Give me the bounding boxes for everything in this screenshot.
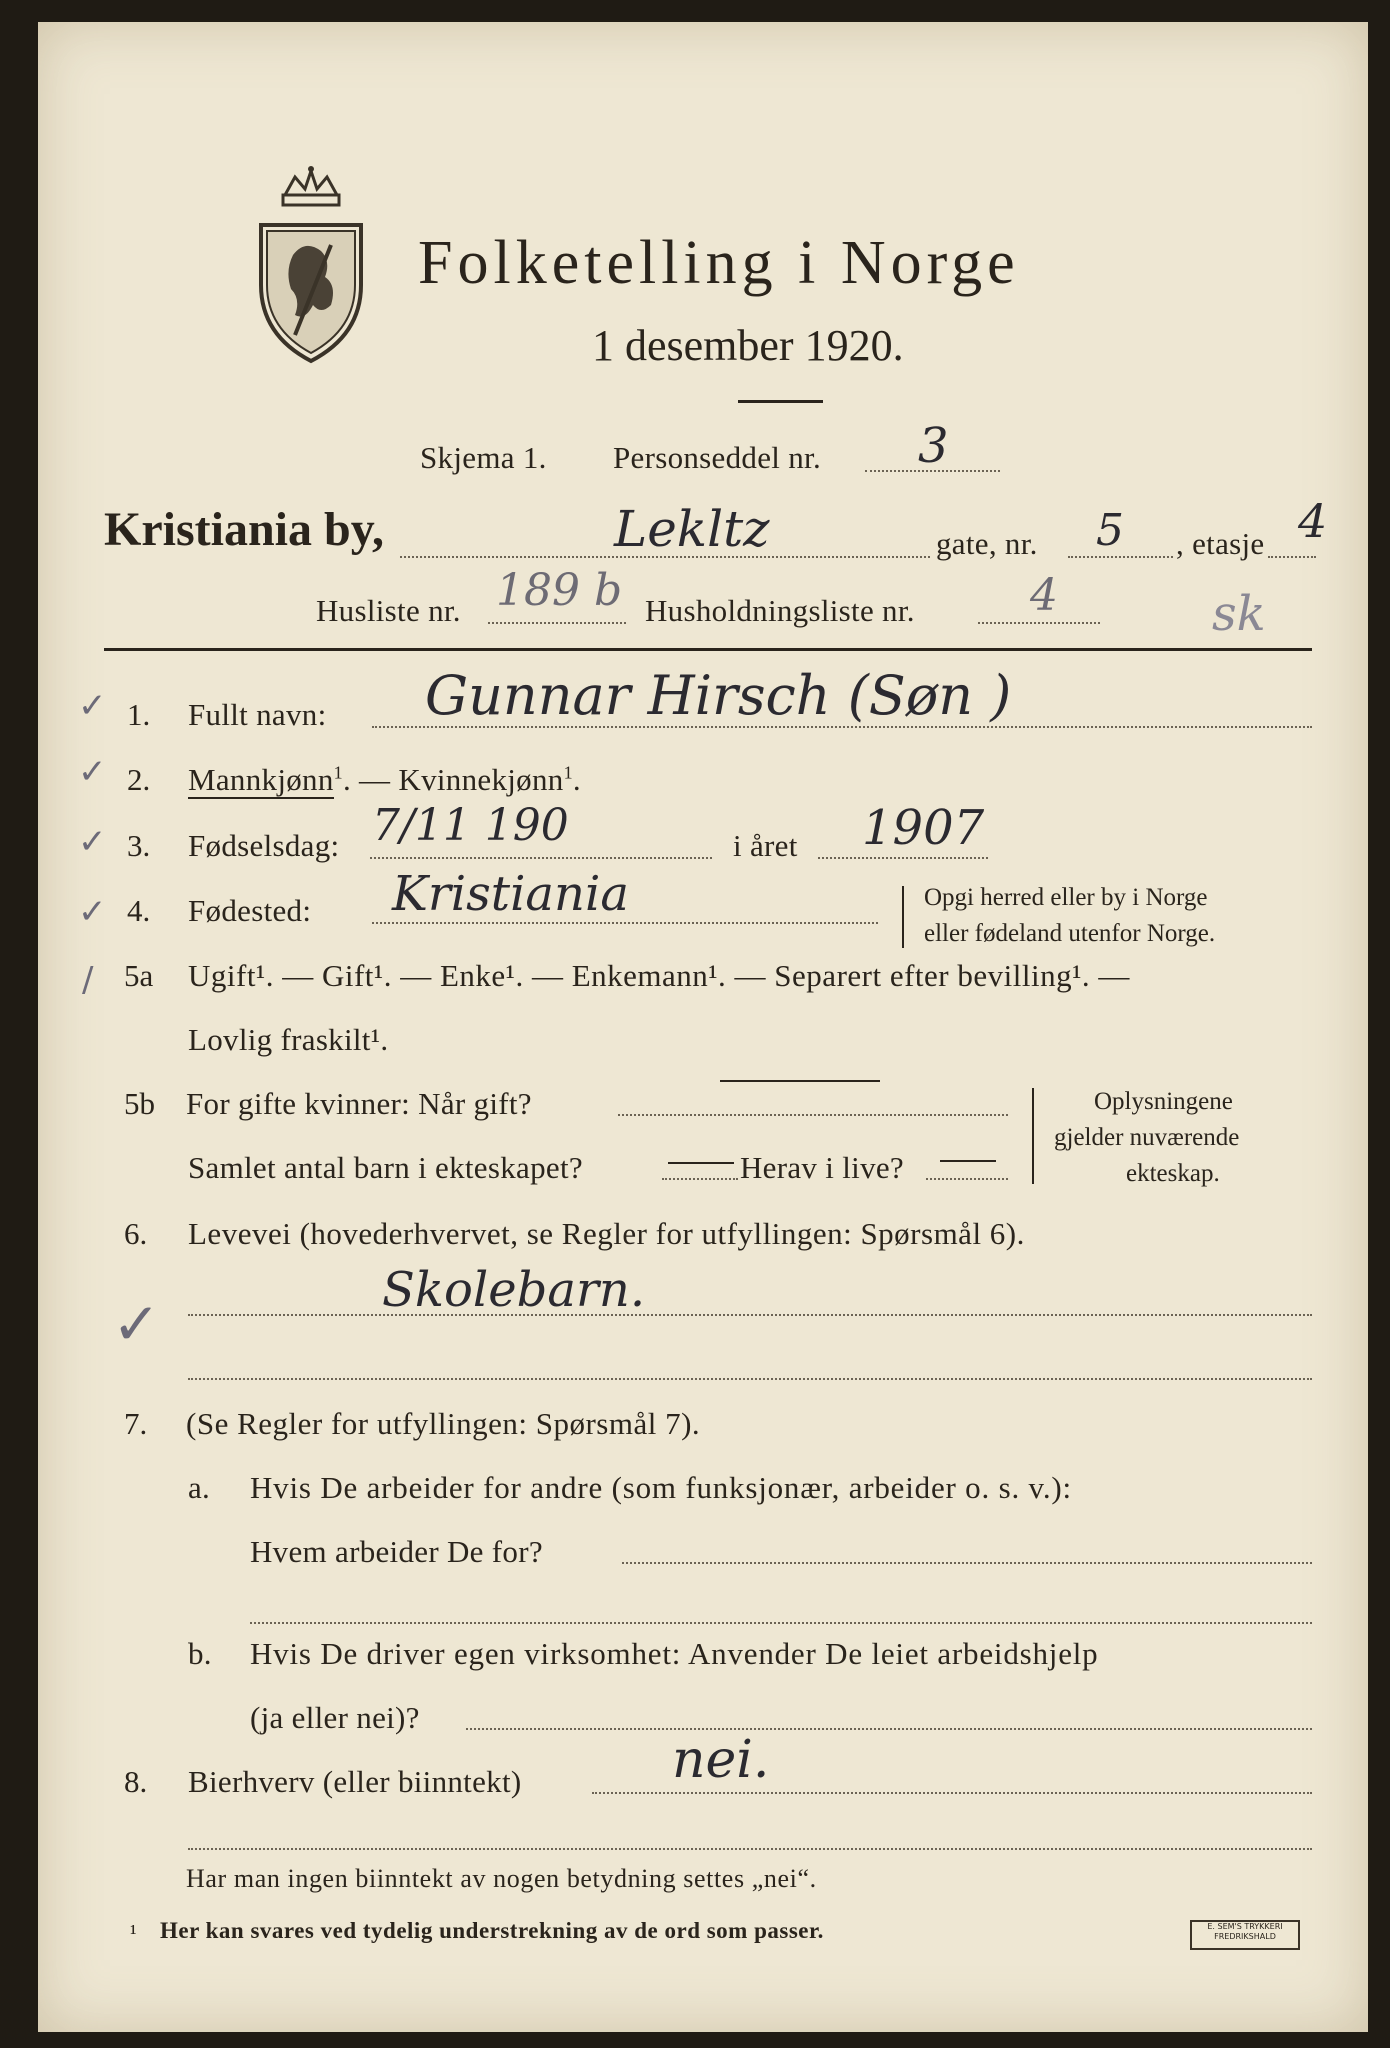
checkmark-icon: /	[82, 960, 94, 1000]
q8-line2	[188, 1848, 1312, 1850]
etasje-line	[1268, 556, 1316, 558]
q5b-married-when-dash[interactable]	[720, 1080, 880, 1082]
q7a-answer-line1[interactable]	[622, 1562, 1312, 1564]
street-value[interactable]: Lekltz	[614, 500, 770, 558]
q2-number: 2.	[127, 762, 151, 797]
q4-note-line1: Opgi herred eller by i Norge	[924, 884, 1208, 911]
birthplace-value[interactable]: Kristiania	[392, 866, 629, 922]
gender-female-option[interactable]: Kvinnekjønn	[398, 762, 564, 797]
q3-number: 3.	[127, 828, 151, 863]
gate-nr-line	[1068, 556, 1173, 558]
q6-line1	[188, 1314, 1312, 1316]
gender-male-option[interactable]: Mannkjønn	[188, 762, 334, 797]
q4-line	[372, 922, 878, 924]
q7a-line1: Hvis De arbeider for andre (som funksjonær, arbeider o. s. v.):	[250, 1470, 1072, 1505]
q8-line	[592, 1792, 1312, 1794]
husliste-line	[488, 622, 626, 624]
q7b-line1: Hvis De driver egen virksomhet: Anvender De leiet arbeidshjelp	[250, 1636, 1099, 1671]
q7-label: (Se Regler for utfyllingen: Spørsmål 7).	[186, 1406, 701, 1441]
q7b-line2: (ja eller nei)?	[250, 1700, 420, 1735]
q5b-children-label: Samlet antal barn i ekteskapet?	[188, 1150, 583, 1185]
footnote: Her kan svares ved tydelig understrekning av de ord som passer.	[160, 1918, 824, 1943]
q3-label: Fødselsdag:	[188, 828, 340, 863]
q2-options: Mannkjønn$^1$. — Kvinnekjønn$^1$.	[188, 762, 581, 797]
q7-number: 7.	[124, 1406, 148, 1441]
birthdate-value[interactable]: 7/11 190	[372, 800, 569, 851]
q5a-number: 5a	[124, 958, 154, 993]
husholdningsliste-label: Husholdningsliste nr.	[645, 593, 915, 628]
gate-label: gate, nr.	[936, 526, 1038, 561]
q5b-alive-label: Herav i live?	[740, 1150, 904, 1185]
q5b-married-when-label: For gifte kvinner: Når gift?	[186, 1086, 532, 1121]
q5b-note-brace	[1032, 1088, 1034, 1184]
printer-stamp: E. SEM'S TRYKKERI FREDRIKSHALD	[1190, 1920, 1300, 1950]
q8-number: 8.	[124, 1764, 148, 1799]
etasje-value[interactable]: 4	[1298, 494, 1328, 548]
coat-of-arms-icon	[255, 165, 367, 365]
husholdningsliste-line	[978, 622, 1100, 624]
q1-label: Fullt navn:	[188, 697, 327, 732]
secondary-income-value[interactable]: nei.	[672, 1730, 770, 1790]
title-divider	[738, 400, 823, 403]
q8-label: Bierhverv (eller biinntekt)	[188, 1764, 522, 1799]
q5b-married-when-line	[618, 1114, 1008, 1116]
census-date: 1 desember 1920.	[592, 321, 904, 370]
footer-note: Har man ingen biinntekt av nogen betydning settes „nei“.	[186, 1864, 817, 1893]
q1-number: 1.	[127, 697, 151, 732]
header-rule	[104, 648, 1312, 651]
gate-nr-value[interactable]: 5	[1096, 505, 1124, 556]
q5b-alive-dash[interactable]	[940, 1160, 996, 1162]
q5b-note-line1: Oplysningene	[1094, 1088, 1233, 1115]
footnote-mark: ¹	[130, 1920, 137, 1945]
q4-number: 4.	[127, 893, 151, 928]
q5b-number: 5b	[124, 1086, 155, 1121]
q5a-options: Ugift¹. — Gift¹. — Enke¹. — Enkemann¹. — Separert efter bevilling¹. —	[188, 958, 1130, 993]
q4-note-brace	[902, 886, 904, 948]
checkmark-icon: ✓	[78, 686, 107, 726]
q7a-letter: a.	[188, 1470, 211, 1505]
checkmark-icon: ✓	[78, 752, 107, 792]
q6-line2	[188, 1378, 1312, 1380]
q4-note-line2: eller fødeland utenfor Norge.	[924, 920, 1216, 947]
q5b-note-line2: gjelder nuværende	[1054, 1124, 1240, 1151]
q5b-note-line3: ekteskap.	[1126, 1160, 1220, 1187]
city-label: Kristiania by,	[104, 503, 385, 556]
q7b-answer-line[interactable]	[466, 1728, 1312, 1730]
husholdningsliste-value[interactable]: 4	[1030, 570, 1058, 621]
q6-label: Levevei (hovederhvervet, se Regler for utfyllingen: Spørsmål 6).	[188, 1216, 1025, 1251]
q7a-line2: Hvem arbeider De for?	[250, 1534, 543, 1569]
q3-year-line	[818, 857, 988, 859]
q3-year-label: i året	[733, 828, 798, 863]
q7a-answer-line2[interactable]	[250, 1622, 1312, 1624]
occupation-value[interactable]: Skolebarn.	[382, 1262, 646, 1318]
margin-mark: sk	[1212, 586, 1266, 642]
schema-label: Skjema 1.	[420, 440, 547, 475]
q5b-children-line	[662, 1178, 738, 1180]
etasje-label: , etasje	[1176, 526, 1265, 561]
full-name-value[interactable]: Gunnar Hirsch (Søn )	[425, 664, 1012, 727]
personseddel-value[interactable]: 3	[918, 418, 949, 474]
checkmark-icon: ✓	[78, 892, 107, 932]
q7b-letter: b.	[188, 1636, 212, 1671]
personseddel-label: Personseddel nr.	[613, 440, 821, 475]
q6-number: 6.	[124, 1216, 148, 1251]
checkmark-icon: ✓	[112, 1290, 161, 1358]
q4-label: Fødested:	[188, 893, 312, 928]
form-title: Folketelling i Norge	[418, 229, 1020, 297]
husliste-value[interactable]: 189 b	[496, 565, 623, 616]
q5b-alive-line	[926, 1178, 1008, 1180]
q3-line	[370, 857, 712, 859]
checkmark-icon: ✓	[78, 822, 107, 862]
q5b-children-dash[interactable]	[668, 1162, 734, 1164]
husliste-label: Husliste nr.	[316, 593, 461, 628]
q5a-options-line2: Lovlig fraskilt¹.	[188, 1022, 389, 1057]
birth-year-value[interactable]: 1907	[862, 800, 985, 856]
